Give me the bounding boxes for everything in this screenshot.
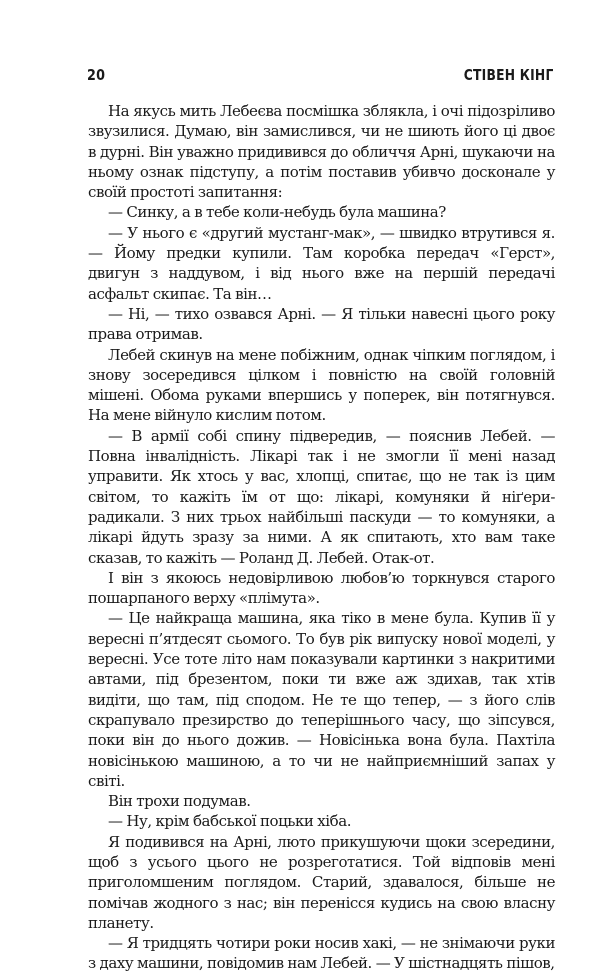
paragraph: Я подивився на Арні, люто прикушуючи щоки зсередини, щоб з усього цього не розреготатися. Той відповів мені приголомшеним поглядом. Старий, здавалося, більше не помічав жодного з нас; він перенісся кудись на свою власну планету.	[88, 832, 555, 932]
paragraph: — Ну, крім бабської поцьки хіба.	[108, 812, 352, 831]
paragraph: — Це найкраща машина, яка тіко в мене була. Купив її у вересні п’ятдесят сьомого. То був рік випуску нової моделі, у вересні. Усе тоте літо нам показували картинки з накритими автами, під брезентом, поки ти вже аж здихав, так хтів видіти, що там, під сподом. Не те що тепер, — з його слів скрапувало презирство до теперішнього часу, що зіпсувся, поки він до нього дожив. — Новісінька вона була. Пахтіла новісінькою машиною, а то чи не найприємніший запах у світі.	[88, 609, 555, 790]
body-text	[88, 101, 555, 974]
paragraph: — Я тридцять чотири роки носив хакі, — не знімаючи руки з даху машини, повідомив нам Лебей. — У шістнадцять пішов,	[88, 934, 555, 973]
paragraph: На якусь мить Лебеєва посмішка зблякла, і очі підозріливо звузилися. Думаю, він замислився, чи не шиють його ці двоє в дурні. Він уважно придивився до обличчя Арні, шукаючи на ньому ознак підступу, а потім поставив убивчо досконале у своїй простоті запитання:	[88, 102, 555, 202]
paragraph: — Ні, — тихо озвався Арні. — Я тільки навесні цього року права отримав.	[88, 304, 555, 344]
paragraph: — В армії собі спину підвередив, — пояснив Лебей. — Повна інвалідність. Лікарі так і не змогли її мені назад управити. Як хтось у вас, хлопці, спитає, що не так із цим світом, то кажіть їм от що: лікарі, комуняки й ніґери-радикали. З них трьох найбільші паскуди — то комуняки, а лікарі йдуть зразу за ними. А як спитають, хто вам таке сказав, то кажіть — Роланд Д. Лебей. Отак-от.	[88, 426, 555, 567]
running-head-author: СТІВЕН КІНГ	[464, 66, 554, 84]
paragraph: — У нього є «другий мустанг-мак», — швидко втрутився я. — Йому предки купили. Там коробка передач «Герст», двигун з наддувом, і від нього вже на першій передачі асфальт скипає. Та він…	[88, 223, 555, 303]
page-header	[87, 66, 554, 90]
paragraph: Він трохи подумав.	[108, 792, 251, 811]
paragraph: — Синку, а в тебе коли-небудь була машина?	[108, 203, 446, 222]
page-number: 20	[87, 66, 106, 84]
paragraph: Лебей скинув на мене побіжним, однак чіпким поглядом, і знову зосередився цілком і повністю на своїй головній мішені. Обома руками впершись у поперек, він потягнувся. На мене війнуло кислим потом.	[88, 345, 555, 425]
paragraph: І він з якоюсь недовірливою любов’ю торкнувся старого пошарпаного верху «плімута».	[88, 568, 555, 608]
